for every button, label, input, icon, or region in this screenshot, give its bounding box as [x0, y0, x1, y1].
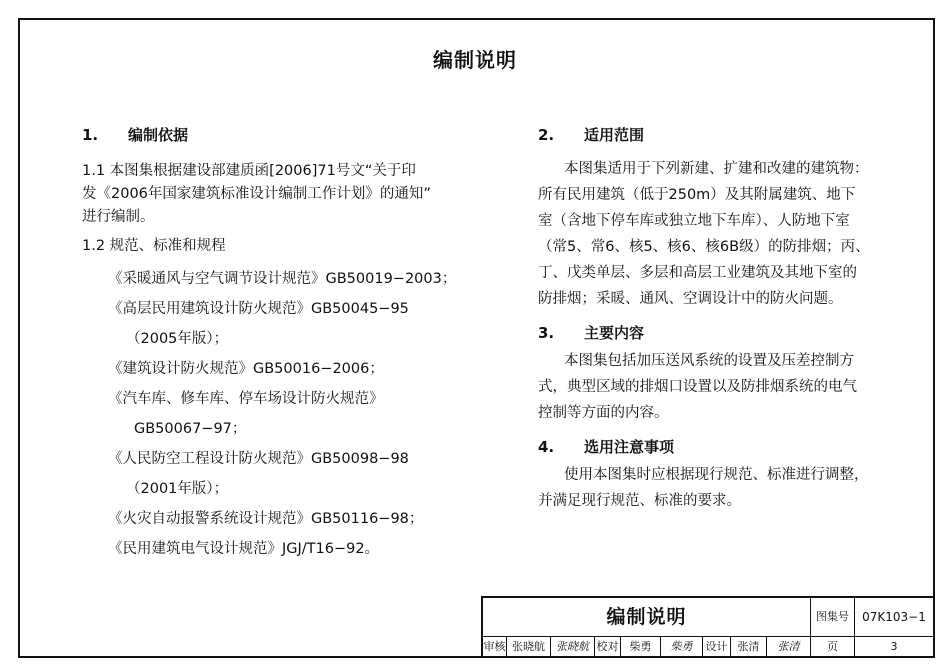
atlas-number-label: 图集号: [811, 598, 855, 636]
designer-name: 张清: [731, 637, 767, 656]
section-number: 4.: [538, 438, 555, 456]
paragraph-line: 室（含地下停车库或独立地下车库）、人防地下室: [538, 213, 850, 229]
standard-item: （2005年版）；: [126, 331, 229, 347]
paragraph-line: 并满足现行规范、标准的要求。: [538, 493, 741, 509]
paragraph-line: 防排烟；采暖、通风、空调设计中的防火问题。: [538, 291, 843, 307]
paragraph-line: 进行编制。: [82, 209, 155, 225]
reviewer-name: 张晓航: [507, 637, 551, 656]
checker-name: 柴勇: [621, 637, 661, 656]
standard-item: 《火灾自动报警系统设计规范》GB50116−98；: [108, 511, 424, 527]
paragraph-line: 本图集包括加压送风系统的设置及压差控制方: [564, 353, 854, 369]
paragraph-line: 1.1 本图集根据建设部建质函[2006]71号文“关于印: [82, 163, 416, 179]
paragraph-line: 式，典型区域的排烟口设置以及防排烟系统的电气: [538, 379, 857, 395]
paragraph-line: 控制等方面的内容。: [538, 405, 669, 421]
standard-item: 《汽车库、修车库、停车场设计防火规范》: [108, 391, 384, 407]
left-column: [82, 120, 502, 564]
section-number: 2.: [538, 126, 555, 144]
standard-item: GB50067−97；: [134, 421, 247, 437]
section-2-heading: [538, 120, 868, 150]
checker-signature: 柴勇: [661, 637, 703, 656]
paragraph-line: 使用本图集时应根据现行规范、标准进行调整，: [564, 467, 869, 483]
section-title: 编制依据: [128, 126, 189, 144]
standard-item: （2001年版）；: [126, 481, 229, 497]
standard-item: 《高层民用建筑设计防火规范》GB50045−95: [108, 301, 409, 317]
paragraph-line: 丁、戊类单层、多层和高层工业建筑及其地下室的: [538, 265, 857, 281]
standard-item: 《建筑设计防火规范》GB50016−2006；: [108, 361, 384, 377]
page-label: 页: [811, 637, 855, 656]
section-title: 适用范围: [584, 126, 645, 144]
paragraph-line: 本图集适用于下列新建、扩建和改建的建筑物：: [564, 161, 869, 177]
right-column: [538, 120, 868, 514]
section-1-heading: [82, 120, 502, 150]
page-number: 3: [890, 640, 898, 653]
signature-row: [483, 637, 933, 656]
title-block-title: 编制说明: [483, 598, 811, 636]
review-label: 审核: [483, 637, 507, 656]
section-3-heading: [538, 318, 868, 348]
design-label: 设计: [703, 637, 731, 656]
standard-item: 《人民防空工程设计防火规范》GB50098−98: [108, 451, 409, 467]
section-title: 选用注意事项: [584, 438, 675, 456]
designer-signature: 张清: [767, 637, 811, 656]
standard-item: 《民用建筑电气设计规范》JGJ/T16−92。: [108, 541, 380, 557]
atlas-number: 07K103−1: [862, 610, 926, 624]
section-4-heading: [538, 432, 868, 462]
subsection-title: 1.2 规范、标准和规程: [82, 238, 226, 254]
paragraph-line: 所有民用建筑（低于250m）及其附属建筑、地下: [538, 187, 856, 203]
title-block: [481, 596, 933, 656]
title-block-header: [483, 598, 933, 637]
section-number: 1.: [82, 126, 99, 144]
reviewer-signature: 张晓航: [551, 637, 595, 656]
page-title: 编制说明: [433, 48, 517, 72]
standard-item: 《采暖通风与空气调节设计规范》GB50019−2003；: [108, 271, 457, 287]
section-number: 3.: [538, 324, 555, 342]
paragraph-line: （常5、常6、核5、核6、核6B级）的防排烟；丙、: [538, 239, 870, 255]
section-title: 主要内容: [584, 324, 645, 342]
check-label: 校对: [595, 637, 621, 656]
paragraph-line: 发《2006年国家建筑标准设计编制工作计划》的通知”: [82, 186, 431, 202]
